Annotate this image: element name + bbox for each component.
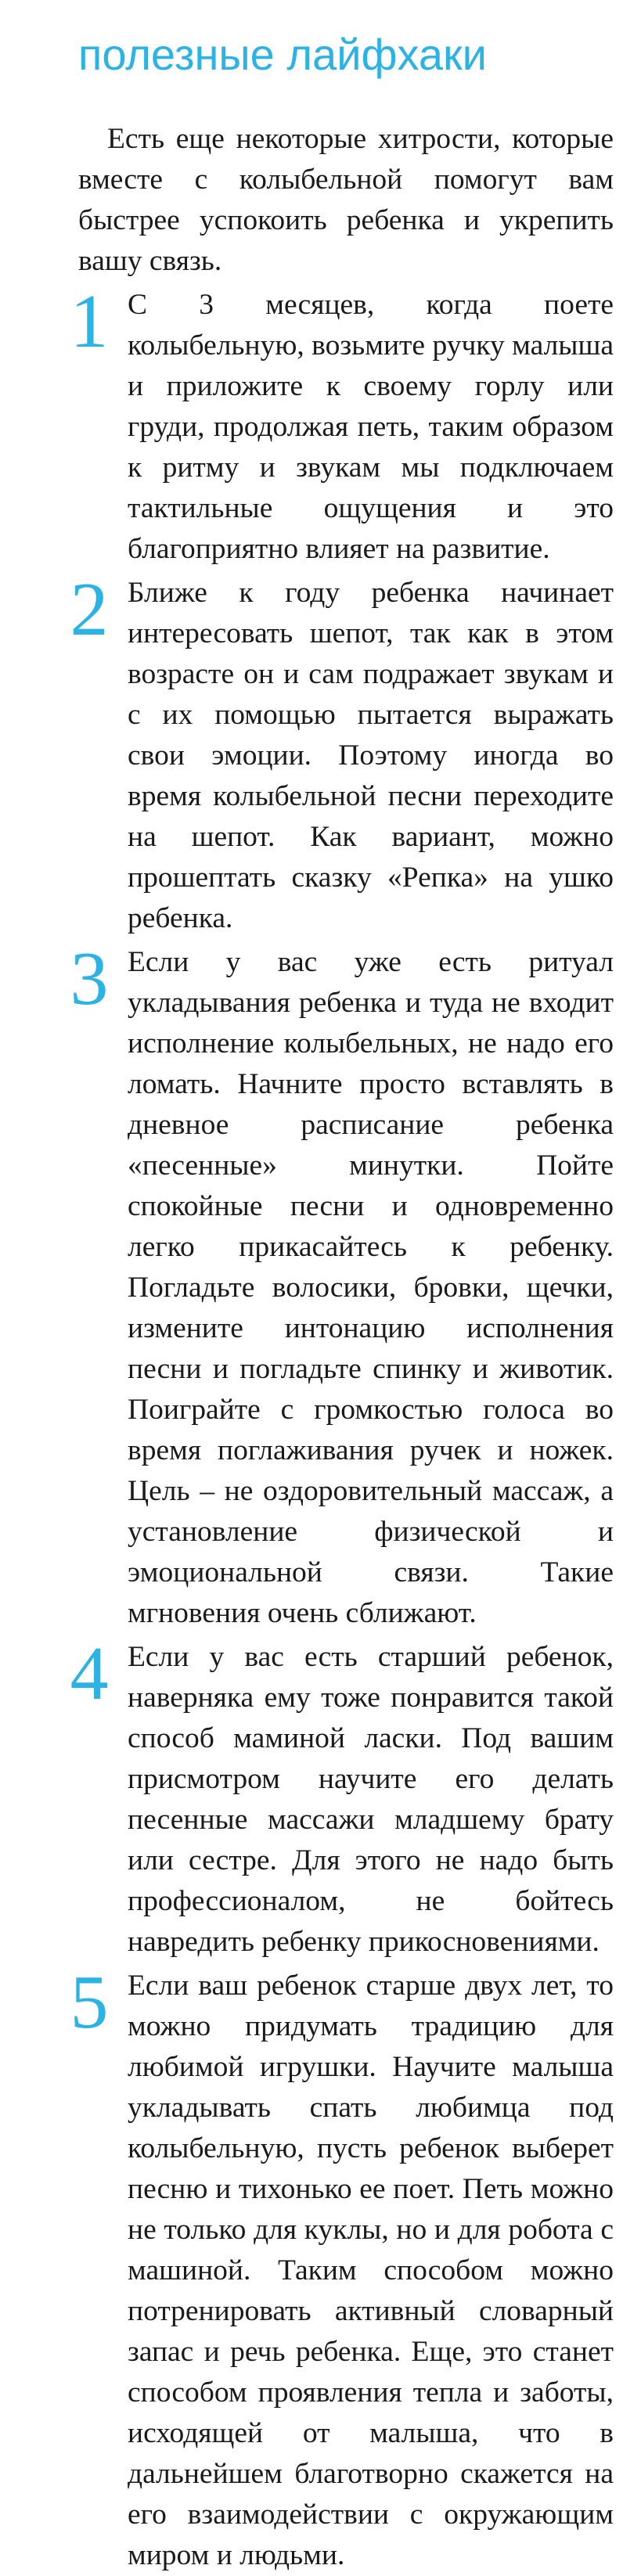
tip-item — [59, 937, 614, 1634]
tip-number: 3 — [70, 937, 109, 1021]
tip-text: Ближе к году ребенка начинает интересовать шепот, так как в этом возрасте он и сам подражает звукам и с их помощью пытается выражать свои эмоции. Поэтому иногда во время колыбельной песни переходите на шепот. Как вариант, можно прошептать сказку «Репка» на ушко ребенка. — [128, 577, 614, 934]
section-heading: полезные лайфхаки — [78, 30, 487, 79]
tip-item — [59, 1632, 614, 1963]
tip-number: 1 — [70, 279, 109, 364]
tip-text: Если у вас есть старший ребенок, наверняка ему тоже понравится такой способ маминой ласки. Под вашим присмотром научите его делать песенные массажи младшему брату или сестре. Для этого не надо быть профессионалом, не бойтесь навредить ребенку прикосновениями. — [128, 1641, 614, 1958]
tip-text: С 3 месяцев, когда поете колыбельную, возьмите ручку малыша и приложите к своему горлу или груди, продолжая петь, таким образом к ритму и звукам мы подключаем тактильные ощущения и это благоприятно влияет на развитие. — [128, 289, 614, 565]
tip-number: 4 — [70, 1632, 109, 1716]
intro-paragraph: Есть еще некоторые хитрости, которые вместе с колыбельной помогут вам быстрее успокоить ребенка и укрепить вашу связь. — [78, 123, 614, 277]
tip-number: 5 — [70, 1960, 109, 2045]
tip-text: Если ваш ребенок старше двух лет, то можно придумать традицию для любимой игрушки. Научите малыша укладывать спать любимца под колыбельную, пусть ребенок выберет песню и тихонько ее поет. Петь можно не только для куклы, но и для робота с машиной. Таким способом можно потренировать активный словарный запас и речь ребенка. Еще, это станет способом проявления тепла и заботы, исходящей от малыша, что в дальнейшем благотворно скажется на его взаимодействии с окружающим миром и людьми. — [128, 1970, 614, 2571]
tip-number: 2 — [70, 567, 109, 652]
tip-item — [59, 279, 614, 570]
tip-item — [59, 567, 614, 939]
tip-item — [59, 1960, 614, 2576]
tip-text: Если у вас уже есть ритуал укладывания ребенка и туда не входит исполнение колыбельных, не надо его ломать. Начните просто вставлять в дневное расписание ребенка «песенные» минутки. Пойте спокойные песни и одновременно легко прикасайтесь к ребенку. Погладьте волосики, бровки, щечки, измените интонацию исполнения песни и погладьте спинку и животик. Поиграйте с громкостью голоса во время поглаживания ручек и ножек. Цель – не оздоровительный массаж, а установление физической и эмоциональной связи. Такие мгновения очень сближают. — [128, 946, 614, 1629]
